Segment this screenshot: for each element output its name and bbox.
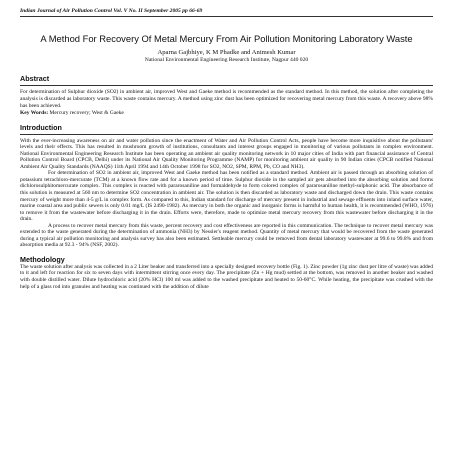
abstract-text: For determination of Sulphur dioxide (SO2) in ambient air, improved West and Gaeke method is recommended as the standard method. In this method, the solution after completing the analysis is discarded as laboratory waste. This waste contains mercury. A method using zinc dust has been optimized for recovering metal mercury from this waste. A recovery above 98% has been achieved. <box>20 89 433 109</box>
abstract-heading: Abstract <box>20 74 50 83</box>
keywords-line <box>20 110 433 117</box>
intro-paragraph-1: With the ever-increasing awareness on air and water pollution since the enactment of Water and Air Pollution Control Acts, people have become more inquisitive about the pollutants' levels and their effects. This has resulted in mushroom growth of institutions, consultants and interest groups engaged in monitoring of various pollutants in complex environment. National Environmental Engineering Research Institute has been operating an ambient air quality monitoring network in 10 major cities of India with part financial assistance of Central Pollution Control Board (CPCB, Delhi) under its National Air Quality Monitoring Programme (NAMP) for monitoring ambient air quality in 90 Indian cities (CPCB notified National Ambient Air Quality Standards (NAAQS) 11th April 1994 and 14th October 1998 for SO2, NO2, SPM, RPM, Pb, CO and NH3). <box>20 137 433 170</box>
abstract-section <box>20 74 433 117</box>
methodology-heading: Methodology <box>20 254 65 264</box>
intro-paragraph-2: For determination of SO2 in ambient air, improved West and Gaeke method has been notified as a standard method. Ambient air is passed through an absorbing solution of potassium tetrachloro-mercurate (TCM) at a known flow rate and for a known period of time. Sulphur dioxide in the sampled air gets absorbed into the absorbing solution and forms dichlorosulphitomercurate complex. This complex is reacted with pararosaniline and formaldehyde to form colored complex of pararosaniline methyl-sulphonic acid. The absorbance of this solution is measured at 560 nm to determine SO2 concentration in ambient air. The solution is then discarded as laboratory waste and discharged down the drain. This waste contains mercury of weight more than 4-5 g/L in complex form. As compared to this, Indian standard for discharge of mercury present in industrial and sewage effluents into inland surface water, marine coastal area and public sewers is only 0.01 mg/L (IS 2490-1982). As mercury in both the organic and inorganic forms is harmful to human health, it is recommended (WHO, 1976) to remove it from the wastewater before discharging it in the drain. Efforts were, therefore, made to optimize metal mercury recovery from this wastewater before discharging it in the drain. <box>20 170 433 223</box>
methodology-section <box>20 255 433 290</box>
affiliation: National Environmental Engineering Research Institute, Nagpur 440 020 <box>144 57 309 63</box>
keywords-value: Mercury recovery; West & Gaeke <box>49 109 124 116</box>
paper-title: A Method For Recovery Of Metal Mercury From Air Pollution Monitoring Laboratory Waste <box>40 33 413 44</box>
abstract-rule <box>20 85 433 86</box>
keywords-label: Key Words: <box>20 109 49 116</box>
methodology-paragraph: The waste solution after analysis was collected in a 2 Liter beaker and transferred into a specially designed recovery bottle (Fig. 1). Zinc powder (1g zinc dust per litre of waste) was added to it and left for reaction for six to seven days with intermittent stirring once every day. The precipitate (Zn + Hg mud) settled at the bottom, was removed in another beaker and washed with double distilled water. Dilute hydrochloric acid (20% HCl) 100 ml was added to the washed precipitate and heated to 50-60°C. While heating, the precipitate was crushed with the help of a glass rod into granules and heating was continued with the addition of dilute <box>20 263 433 290</box>
authors: Aparna Gajbhiye, K M Phadke and Animesh Kumar <box>157 49 296 56</box>
running-head: Indian Journal of Air Pollution Control Vol. V No. II September 2005 pp 66-69 <box>20 8 433 17</box>
introduction-rule <box>20 134 433 135</box>
introduction-section <box>20 123 433 249</box>
intro-paragraph-3: A process to recover metal mercury from this waste, percent recovery and cost effectiveness are reported in this communication. The technique to recover metal mercury was extended to the waste generated during the determination of ammonia (NH3) by Nessler's reagent method. Quantity of metal mercury that would be recovered from the waste generated during a typical air pollution monitoring and analysis survey has also been estimated. Settleable mercury could be removed from dental laboratory wastewater at 99.6 to 99.8% and from absorption media at 92.3 - 94% (NSF, 2002). <box>20 222 433 249</box>
introduction-heading: Introduction <box>20 122 62 132</box>
